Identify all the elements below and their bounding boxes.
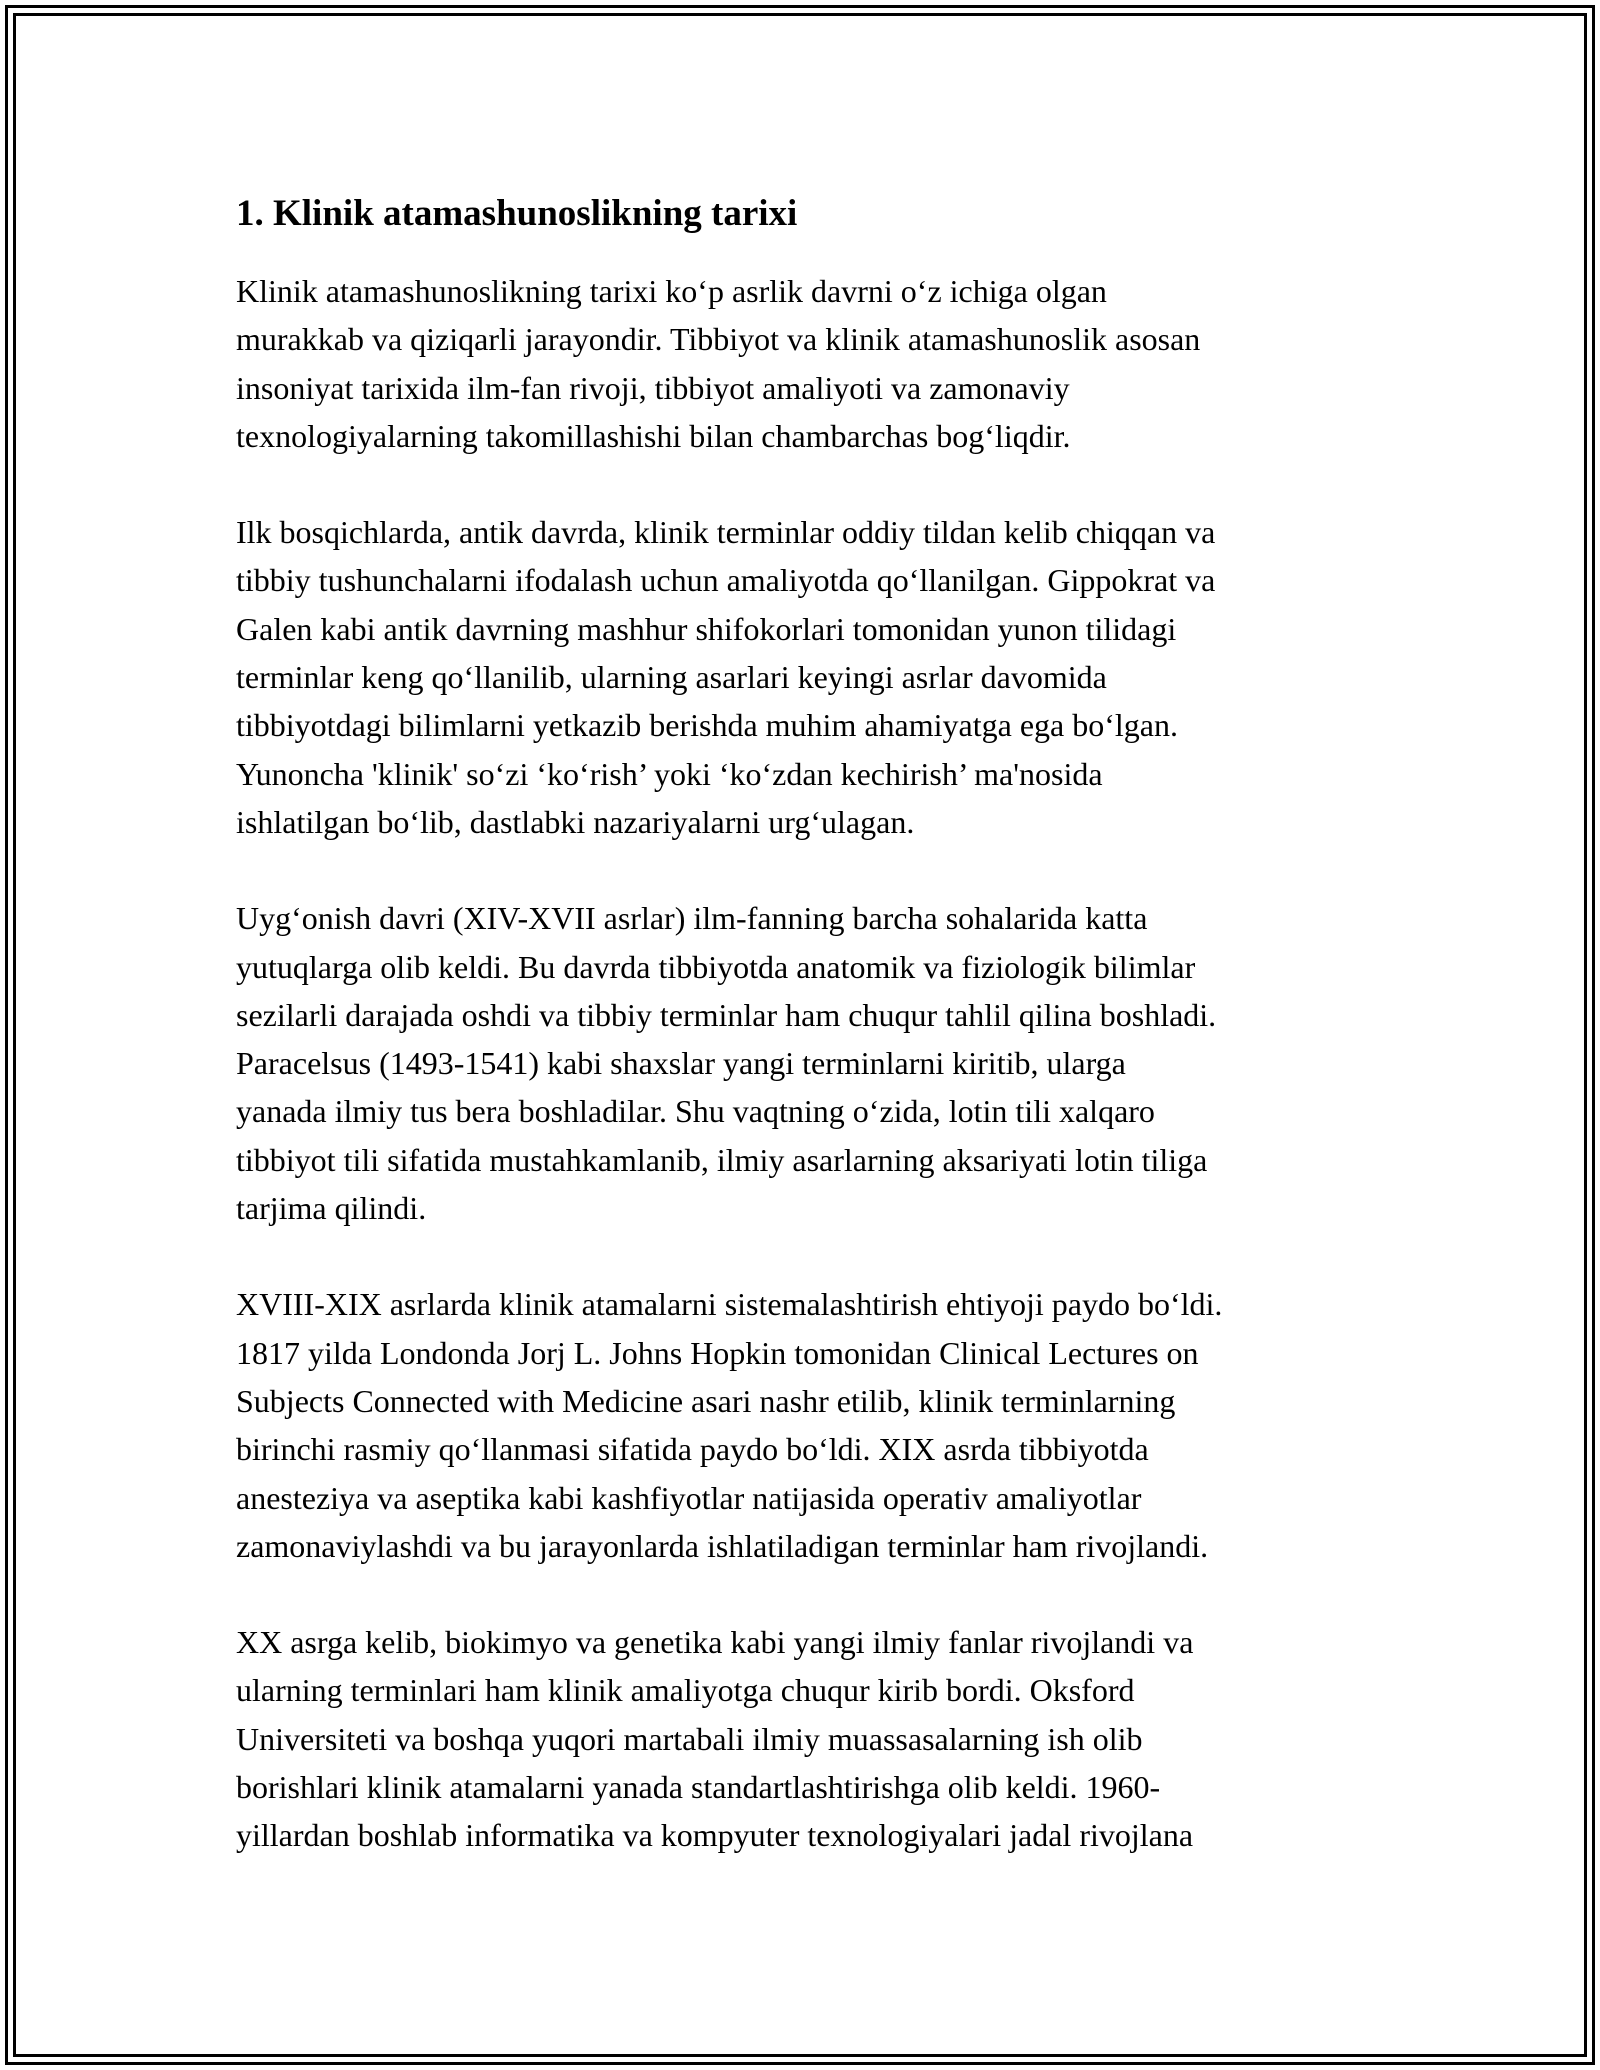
paragraph-1: Klinik atamashunoslikning tarixi ko‘p asrlik davrni o‘z ichiga olgan murakkab va qiziqarli jarayondir. Tibbiyot va klinik atamashunoslik asosan insoniyat tarixida ilm-fan rivoji, tibbiyot amaliyoti va zamonaviy texnologiyalarning takomillashishi bilan chambarchas bog‘liqdir. bbox=[236, 273, 1201, 454]
document-body bbox=[236, 188, 1386, 1908]
paragraph-4: XVIII-XIX asrlarda klinik atamalarni sistemalashtirish ehtiyoji paydo bo‘ldi. 1817 yilda Londonda Jorj L. Johns Hopkin tomonidan Clinical Lectures on Subjects Connected with Medicine asari nashr etilib, klinik terminlarning birinchi rasmiy qo‘llanmasi sifatida paydo bo‘ldi. XIX asrda tibbiyotda anesteziya va aseptika kabi kashfiyotlar natijasida operativ amaliyotlar zamonaviylashdi va bu jarayonlarda ishlatiladigan terminlar ham rivojlandi. bbox=[236, 1286, 1223, 1564]
paragraph-3: Uyg‘onish davri (XIV-XVII asrlar) ilm-fanning barcha sohalarida katta yutuqlarga olib keldi. Bu davrda tibbiyotda anatomik va fiziologik bilimlar sezilarli darajada oshdi va tibbiy terminlar ham chuqur tahlil qilina boshladi. Paracelsus (1493-1541) kabi shaxslar yangi terminlarni kiritib, ularga yanada ilmiy tus bera boshladilar. Shu vaqtning o‘zida, lotin tili xalqaro tibbiyot tili sifatida mustahkamlanib, ilmiy asarlarning aksariyati lotin tiliga tarjima qilindi. bbox=[236, 900, 1217, 1227]
paragraph-2: Ilk bosqichlarda, antik davrda, klinik terminlar oddiy tildan kelib chiqqan va tibbiy tushunchalarni ifodalash uchun amaliyotda qo‘llanilgan. Gippokrat va Galen kabi antik davrning mashhur shifokorlari tomonidan yunon tilidagi terminlar keng qo‘llanilib, ularning asarlari keyingi asrlar davomida tibbiyotdagi bilimlarni yetkazib berishda muhim ahamiyatga ega bo‘lgan. Yunoncha 'klinik' so‘zi ‘ko‘rish’ yoki ‘ko‘zdan kechirish’ ma'nosida ishlatilgan bo‘lib, dastlabki nazariyalarni urg‘ulagan. bbox=[236, 514, 1216, 840]
paragraph-5: XX asrga kelib, biokimyo va genetika kabi yangi ilmiy fanlar rivojlandi va ularning terminlari ham klinik amaliyotga chuqur kirib bordi. Oksford Universiteti va boshqa yuqori martabali ilmiy muassasalarning ish olib borishlari klinik atamalarni yanada standartlashtirishga olib keldi. 1960- yillardan boshlab informatika va kompyuter texnologiyalari jadal rivojlana bbox=[236, 1624, 1194, 1854]
section-heading: 1. Klinik atamashunoslikning tarixi bbox=[236, 193, 798, 234]
